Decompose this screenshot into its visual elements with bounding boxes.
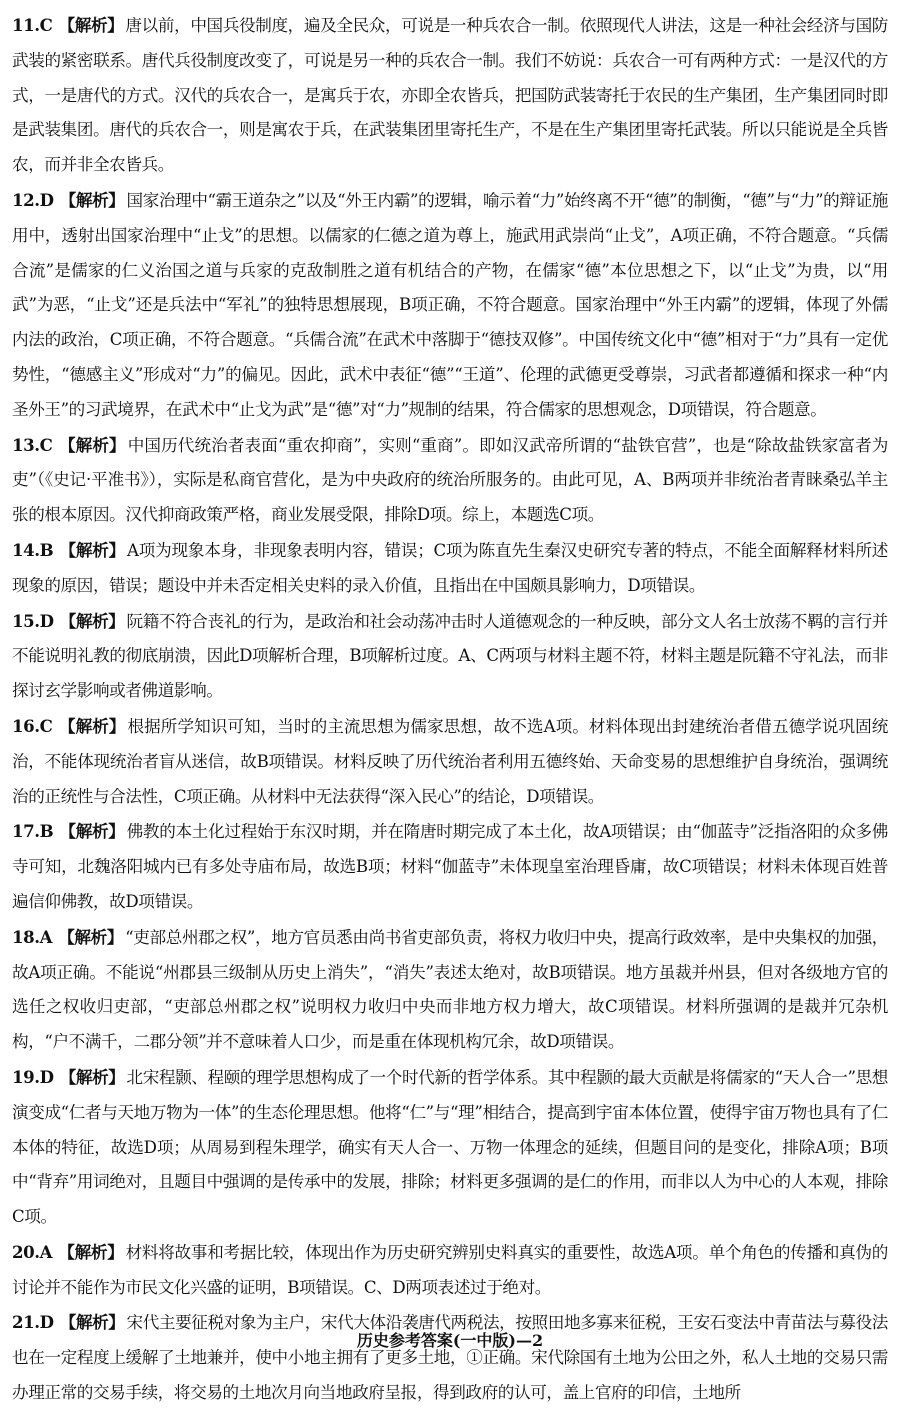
answer-item	[12, 1305, 888, 1410]
answer-item	[12, 428, 888, 533]
answer-text: 宋代主要征税对象为主户，宋代大体沿袭唐代两税法，按照田地多寡来征税，王安石变法中青苗法与募役法也在一定程度上缓解了土地兼并，使中小地主拥有了更多土地，①正确。宋代除国有土地为公田之外，私人土地的交易只需办理正常的交易手续，将交易的土地次月向当地政府呈报，得到政府的认可，盖上官府的印信，土地所	[12, 1313, 888, 1403]
answer-text: 佛教的本土化过程始于东汉时期，并在隋唐时期完成了本土化，故A项错误；由“伽蓝寺”泛指洛阳的众多佛寺可知，北魏洛阳城内已有多处寺庙布局，故选B项；材料“伽蓝寺”未体现皇室治理昏庸，故C项错误；材料未体现百姓普遍信仰佛教，故D项错误。	[12, 822, 889, 911]
answer-item	[12, 814, 888, 919]
answer-number: 12.D	[12, 189, 54, 210]
analysis-tag: 【解析】	[59, 610, 125, 631]
answer-item	[12, 533, 888, 604]
analysis-tag: 【解析】	[59, 821, 125, 842]
analysis-tag: 【解析】	[59, 189, 125, 210]
answer-item	[12, 1235, 888, 1306]
analysis-tag: 【解析】	[59, 1312, 125, 1333]
answer-text: 北宋程颢、程颐的理学思想构成了一个时代新的哲学体系。其中程颢的最大贡献是将儒家的“天人合一”思想演变成“仁者与天地万物为一体”的生态伦理思想。他将“仁”与“理”相结合，提高到宇宙本体位置，使得宇宙万物也具有了仁本体的特征，故选D项；从周易到程朱理学，确实有天人合一、万物一体理念的延续，但题目问的是变化，排除A项；B项中“背弃”用词绝对，且题目中强调的是传承中的发展，排除；材料更多强调的是仁的作用，而非以人为中心的人本观，排除C项。	[12, 1067, 889, 1227]
answer-item	[12, 920, 888, 1060]
answer-text: 阮籍不符合丧礼的行为，是政治和社会动荡冲击时人道德观念的一种反映，部分文人名士放荡不羁的言行并不能说明礼教的彻底崩溃，因此D项解析合理，B项解析过度。A、C两项与材料主题不符，材料主题是阮籍不守礼法，而非探讨玄学影响或者佛道影响。	[12, 611, 888, 701]
answer-text: 材料将故事和考据比较，体现出作为历史研究辨别史料真实的重要性，故选A项。单个角色的传播和真伪的讨论并不能作为市民文化兴盛的证明，B项错误。C、D两项表述过于绝对。	[12, 1242, 888, 1297]
analysis-tag: 【解析】	[59, 539, 126, 560]
answer-number: 18.A	[12, 926, 53, 947]
answer-number: 16.C	[12, 715, 53, 736]
answer-number: 11.C	[12, 15, 53, 35]
answer-number: 20.A	[12, 1241, 53, 1262]
page-footer: 历史参考答案(一中版)—2	[356, 1331, 544, 1350]
analysis-tag: 【解析】	[58, 1241, 124, 1262]
analysis-tag: 【解析】	[58, 434, 126, 455]
answer-text: 根据所学知识可知，当时的主流思想为儒家思想，故不选A项。材料体现出封建统治者借五德学说巩固统治，不能体现统治者盲从迷信，故B项错误。材料反映了历代统治者利用五德终始、天命变易的思想维护自身统治，强调统治的正统性与合法性，C项正确。从材料中无法获得“深入民心”的结论，D项错误。	[12, 716, 888, 806]
answer-list	[12, 8, 888, 1411]
answer-text: 唐以前，中国兵役制度，遍及全民众，可说是一种兵农合一制。依照现代人讲法，这是一种社会经济与国防武装的紧密联系。唐代兵役制度改变了，可说是另一种的兵农合一制。我们不妨说：兵农合一可有两种方式：一是汉代的方式，一是唐代的方式。汉代的兵农合一，是寓兵于农，亦即全农皆兵，把国防武装寄托于农民的生产集团，生产集团同时即是武装集团。唐代的兵农合一，则是寓农于兵，在武装集团里寄托生产，不是在生产集团里寄托武装。所以只能说是全兵皆农，而并非全农皆兵。	[12, 16, 888, 175]
answer-item	[12, 709, 888, 814]
answer-number: 15.D	[12, 610, 54, 631]
answer-number: 19.D	[12, 1066, 54, 1087]
answer-number: 14.B	[12, 539, 54, 560]
answer-item	[12, 8, 888, 183]
answer-number: 17.B	[12, 821, 54, 842]
answer-text: 中国历代统治者表面“重农抑商”，实则“重商”。即如汉武帝所谓的“盐铁官营”，也是“除故盐铁家富者为吏”（《史记·平准书》），实际是私商官营化，是为中央政府的统治所服务的。由此可见，A、B两项并非统治者青睐桑弘羊主张的根本原因。汉代抑商政策严格，商业发展受限，排除D项。综上，本题选C项。	[12, 435, 888, 525]
analysis-tag: 【解析】	[58, 715, 126, 736]
answer-item	[12, 183, 888, 428]
answer-text: A项为现象本身，非现象表明内容，错误；C项为陈直先生秦汉史研究专著的特点，不能全面解释材料所述现象的原因，错误；题设中并未否定相关史料的录入价值，且指出在中国颇具影响力，D项错误。	[12, 540, 888, 595]
answer-item	[12, 604, 888, 709]
answer-number: 21.D	[12, 1312, 54, 1333]
answer-text: 国家治理中“霸王道杂之”以及“外王内霸”的逻辑，喻示着“力”始终离不开“德”的制衡，“德”与“力”的辩证施用中，透射出国家治理中“止戈”的思想。以儒家的仁德之道为尊上，施武用武崇尚“止戈”，A项正确，不符合题意。“兵儒合流”是儒家的仁义治国之道与兵家的克敌制胜之道有机结合的产物，在儒家“德”本位思想之下，以“止戈”为贵，以“用武”为恶，“止戈”还是兵法中“军礼”的独特思想展现，B项正确，不符合题意。国家治理中“外王内霸”的逻辑，体现了外儒内法的政治，C项正确，不符合题意。“兵儒合流”在武术中落脚于“德技双修”。中国传统文化中“德”相对于“力”具有一定优势性，“德感主义”形成对“力”的偏见。因此，武术中表征“德”“王道”、伦理的武德更受尊崇，习武者都遵循和探求一种“内圣外王”的习武境界，在武术中“止戈为武”是“德”对“力”规制的结果，符合儒家的思想观念，D项错误，符合题意。	[12, 190, 888, 419]
analysis-tag: 【解析】	[58, 15, 124, 35]
answer-item	[12, 1060, 888, 1235]
analysis-tag: 【解析】	[59, 1066, 125, 1087]
analysis-tag: 【解析】	[58, 926, 124, 947]
answer-text: “吏部总州郡之权”，地方官员悉由尚书省吏部负责，将权力收归中央，提高行政效率，是中央集权的加强，故A项正确。不能说“州郡县三级制从历史上消失”，“消失”表述太绝对，故B项错误。地方虽裁并州县，但对各级地方官的选任之权收归吏部，“吏部总州郡之权”说明权力收归中央而非地方权力增大，故C项错误。材料所强调的是裁并冗杂机构，“户不满千，二郡分领”并不意味着人口少，而是重在体现机构冗余，故D项错误。	[12, 927, 888, 1052]
answer-number: 13.C	[12, 434, 53, 455]
